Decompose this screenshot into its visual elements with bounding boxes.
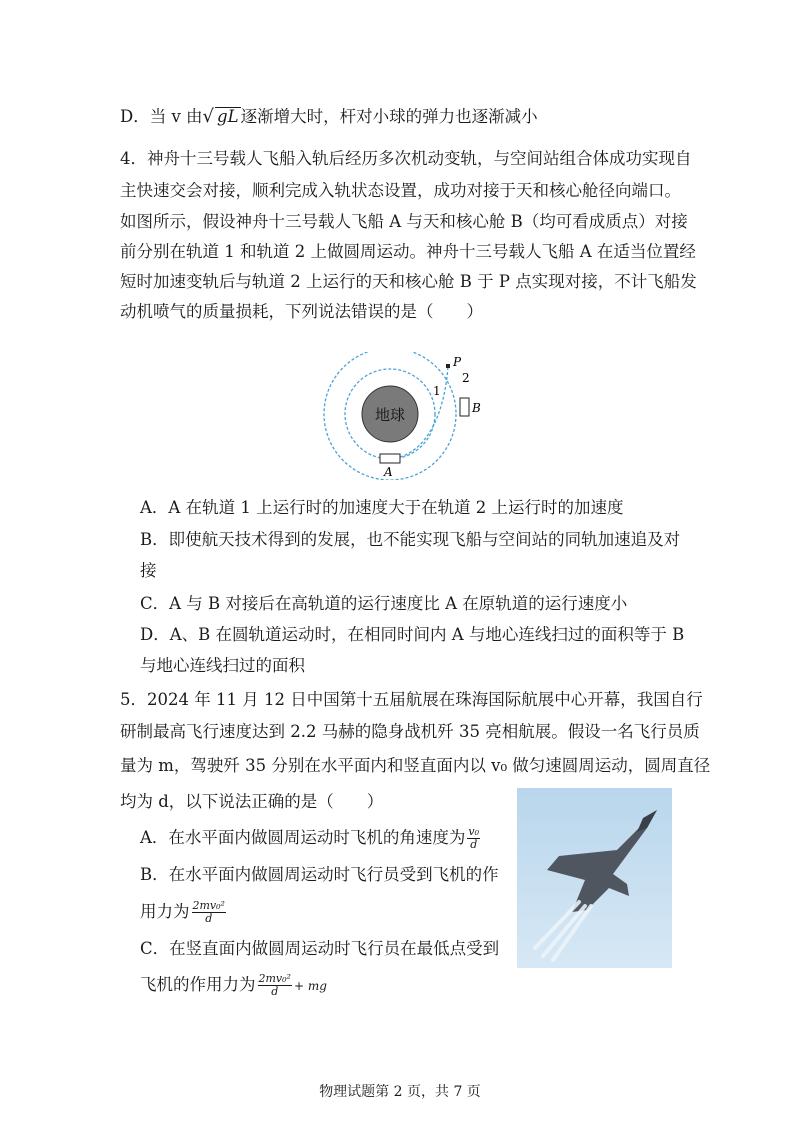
orbit-figure — [315, 352, 485, 480]
q4-line-5: 短时加速变轨后与轨道 2 上运行的天和核心舱 B 于 P 点实现对接，不计飞船发 — [120, 272, 697, 291]
label-orbit-2: 2 — [462, 371, 470, 385]
q5-option-c-post: + mg — [293, 979, 327, 993]
q5-line-1: 5．2024 年 11 月 12 日中国第十五届航展在珠海国际航展中心开幕，我国自行 — [120, 690, 703, 709]
q4-option-d-line1: D．A、B 在圆轨道运动时，在相同时间内 A 与地心连线扫过的面积等于 B — [140, 625, 685, 644]
q4-line-4: 前分别在轨道 1 和轨道 2 上做圆周运动。神舟十三号载人飞船 A 在适当位置经 — [120, 242, 696, 261]
earth-label: 地球 — [374, 406, 406, 424]
q4-line-3: 如图所示，假设神舟十三号载人飞船 A 与天和核心舱 B（均可看成质点）对接 — [120, 212, 688, 231]
label-orbit-1: 1 — [433, 384, 441, 398]
fraction-numerator: v₀ — [468, 825, 480, 838]
q5-option-b-text: 用力为 — [140, 902, 190, 921]
label-p: P — [453, 355, 462, 369]
fraction-denominator: d — [205, 912, 213, 925]
label-b: B — [472, 401, 481, 415]
q5-option-c-line1: C．在竖直面内做圆周运动时飞行员在最低点受到 — [140, 939, 500, 958]
q4-option-a: A．A 在轨道 1 上运行时的加速度大于在轨道 2 上运行时的加速度 — [140, 498, 624, 517]
fraction — [192, 900, 226, 925]
q4-option-b-line2: 接 — [140, 561, 157, 580]
q5-option-c-text: 飞机的作用力为 — [140, 975, 256, 994]
fraction — [258, 973, 292, 998]
option-3d-radicand: gL — [217, 107, 239, 126]
fraction-numerator: 2mv₀² — [258, 972, 291, 985]
q5-line-4: 均为 d，以下说法正确的是（ ） — [120, 792, 384, 811]
q4-line-6: 动机喷气的质量损耗，下列说法错误的是（ ） — [120, 302, 483, 321]
q5-option-c-line2 — [140, 973, 327, 998]
fraction-numerator: 2mv₀² — [192, 899, 225, 912]
q5-option-b-line2 — [140, 900, 228, 925]
q4-line-1: 4．神舟十三号载人飞船入轨后经历多次机动变轨，与空间站组合体成功实现自 — [120, 149, 692, 168]
q4-option-d-line2: 与地心连线扫过的面积 — [140, 656, 305, 675]
q4-option-b-line1: B．即使航天技术得到的发展，也不能实现飞船与空间站的同轨加速追及对 — [140, 530, 681, 549]
q5-option-b-line1: B．在水平面内做圆周运动时飞行员受到飞机的作 — [140, 865, 499, 884]
fraction — [467, 826, 480, 851]
module-b — [460, 398, 469, 416]
fraction-denominator: d — [271, 985, 279, 998]
label-a: A — [384, 465, 393, 479]
sqrt-icon: √ — [202, 106, 215, 127]
ship-a — [380, 454, 400, 463]
q4-line-2: 主快速交会对接，顺利完成入轨状态设置，成功对接于天和核心舱径向端口。 — [120, 181, 681, 200]
option-3d — [120, 106, 538, 128]
page-footer: 物理试题第 2 页，共 7 页 — [319, 1084, 481, 1100]
option-3d-pre: D．当 v 由 — [120, 107, 203, 126]
q5-line-2: 研制最高飞行速度达到 2.2 马赫的隐身战机歼 35 亮相航展。假设一名飞行员质 — [120, 722, 700, 741]
point-p — [446, 364, 450, 368]
q5-option-a — [140, 826, 482, 851]
q5-option-a-text: A．在水平面内做圆周运动时飞机的角速度为 — [140, 828, 466, 847]
fighter-jet-photo — [517, 788, 672, 968]
fraction-denominator: d — [470, 838, 478, 851]
q5-line-3: 量为 m，驾驶歼 35 分别在水平面内和竖直面内以 v₀ 做匀速圆周运动，圆周直径 — [120, 756, 711, 775]
q4-option-c: C．A 与 B 对接后在高轨道的运行速度比 A 在原轨道的运行速度小 — [140, 594, 628, 613]
option-3d-post: 逐渐增大时，杆对小球的弹力也逐渐减小 — [240, 107, 538, 126]
